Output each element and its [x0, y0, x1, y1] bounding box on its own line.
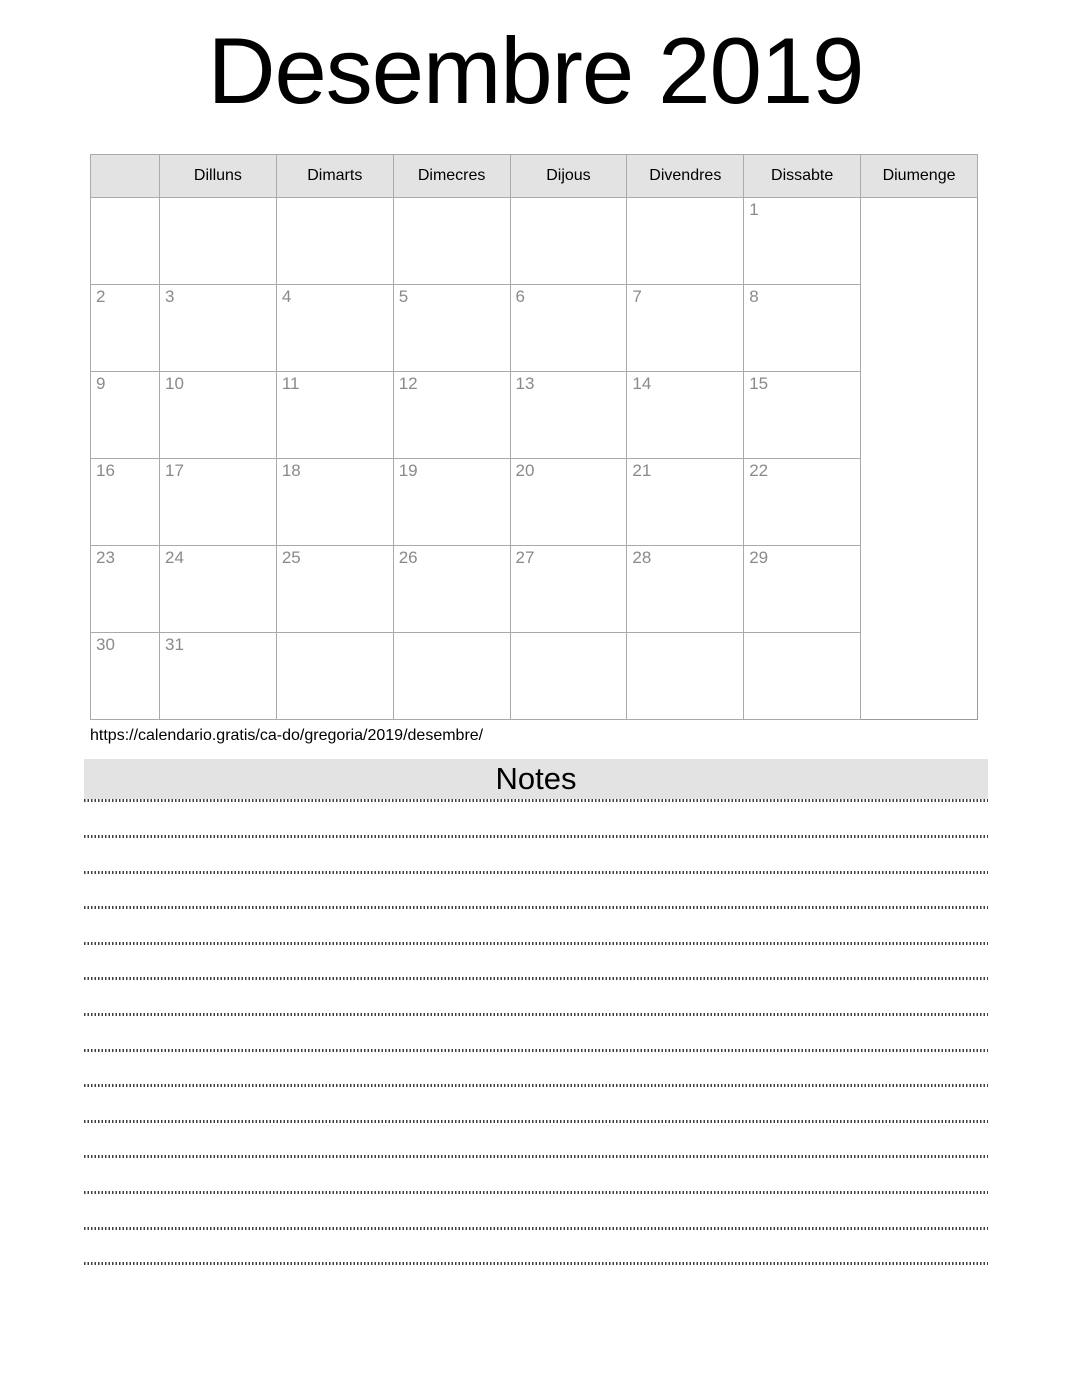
calendar-day-cell: 6 [510, 285, 627, 372]
calendar-week-row [91, 459, 978, 546]
notes-line [84, 874, 988, 910]
notes-line [84, 1052, 988, 1088]
calendar-day-cell [627, 633, 744, 720]
notes-section [84, 759, 988, 1265]
calendar-day-cell [276, 633, 393, 720]
calendar-day-cell: 30 [91, 633, 160, 720]
calendar-week-row [91, 285, 978, 372]
calendar-day-cell [91, 198, 160, 285]
calendar-day-cell: 26 [393, 546, 510, 633]
notes-line [84, 909, 988, 945]
calendar-day-cell: 28 [627, 546, 744, 633]
notes-title: Notes [495, 761, 577, 797]
calendar-week-row [91, 633, 978, 720]
calendar-week-row [91, 372, 978, 459]
day-header-dijous: Dijous [510, 155, 627, 198]
notes-line [84, 1194, 988, 1230]
calendar-day-cell: 20 [510, 459, 627, 546]
calendar-day-cell: 14 [627, 372, 744, 459]
notes-line-rule [84, 1262, 988, 1265]
calendar-day-cell: 3 [160, 285, 277, 372]
day-header-dilluns: Dilluns [160, 155, 277, 198]
notes-line [84, 1158, 988, 1194]
calendar-day-cell: 23 [91, 546, 160, 633]
source-url: https://calendario.gratis/ca-do/gregoria/2019/desembre/ [90, 727, 484, 744]
day-header-dissabte: Dissabte [744, 155, 861, 198]
notes-lines [84, 802, 988, 1265]
calendar-day-cell: 17 [160, 459, 277, 546]
calendar-day-cell: 19 [393, 459, 510, 546]
calendar-day-cell: 9 [91, 372, 160, 459]
calendar-day-cell [393, 198, 510, 285]
calendar-day-cell [276, 198, 393, 285]
notes-line [84, 945, 988, 981]
page-title: Desembre 2019 [207, 18, 864, 123]
calendar-day-cell: 11 [276, 372, 393, 459]
notes-line [84, 1230, 988, 1266]
calendar-day-cell: 15 [744, 372, 861, 459]
calendar-week-row [91, 198, 978, 285]
calendar-day-cell [510, 198, 627, 285]
notes-header [84, 759, 988, 799]
calendar-day-cell [510, 633, 627, 720]
notes-line [84, 980, 988, 1016]
calendar-week-row [91, 546, 978, 633]
calendar-day-cell: 27 [510, 546, 627, 633]
calendar-day-cell: 16 [91, 459, 160, 546]
notes-line [84, 802, 988, 838]
calendar-day-cell: 10 [160, 372, 277, 459]
calendar-day-cell: 25 [276, 546, 393, 633]
calendar-gutter [91, 155, 160, 198]
calendar-day-cell [393, 633, 510, 720]
calendar-day-cell: 22 [744, 459, 861, 546]
notes-line [84, 838, 988, 874]
calendar-day-cell: 31 [160, 633, 277, 720]
notes-line [84, 1123, 988, 1159]
day-header-diumenge: Diumenge [861, 155, 978, 198]
calendar-day-cell: 8 [744, 285, 861, 372]
day-header-dimecres: Dimecres [393, 155, 510, 198]
calendar-day-cell: 29 [744, 546, 861, 633]
notes-line [84, 1016, 988, 1052]
calendar-day-cell: 2 [91, 285, 160, 372]
calendar-day-cell: 12 [393, 372, 510, 459]
notes-line [84, 1087, 988, 1123]
calendar-day-cell: 24 [160, 546, 277, 633]
calendar-header-row [91, 155, 978, 198]
calendar-body [91, 198, 978, 720]
calendar-day-cell: 1 [744, 198, 861, 285]
calendar-table [90, 154, 978, 720]
calendar-day-cell: 7 [627, 285, 744, 372]
calendar-day-cell: 18 [276, 459, 393, 546]
day-header-dimarts: Dimarts [276, 155, 393, 198]
calendar-day-cell [160, 198, 277, 285]
calendar-day-cell: 21 [627, 459, 744, 546]
day-header-divendres: Divendres [627, 155, 744, 198]
calendar-day-cell [627, 198, 744, 285]
calendar-day-cell: 5 [393, 285, 510, 372]
calendar-day-cell: 4 [276, 285, 393, 372]
calendar-day-cell [744, 633, 861, 720]
calendar-day-cell: 13 [510, 372, 627, 459]
